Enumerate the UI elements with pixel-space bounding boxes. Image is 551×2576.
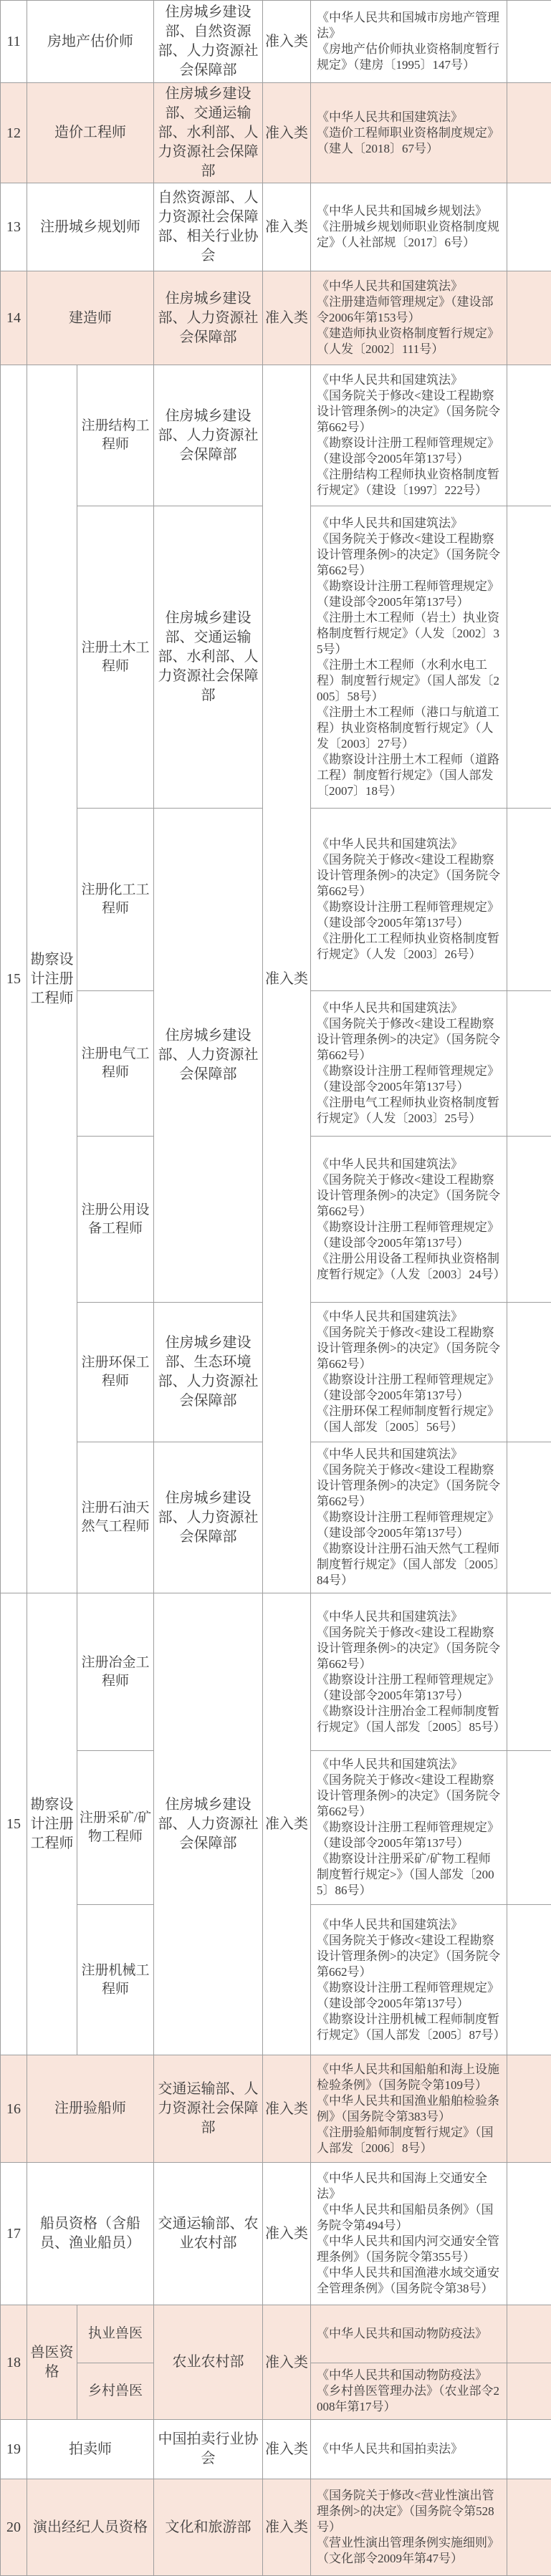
sub-qualification-name: 注册公用设备工程师 xyxy=(77,1137,154,1303)
legal-basis-item: 《注册电气工程师执业资格制度暂行规定》（人发〔2003〕25号） xyxy=(317,1095,501,1127)
legal-basis-item: 《勘察设计注册冶金工程师制度暂行规定》（国人部发〔2005〕85号） xyxy=(317,1704,501,1735)
legal-basis-item: 《房地产估价师执业资格制度暂行规定》（建房〔1995〕147号） xyxy=(317,42,501,73)
spacer-cell xyxy=(507,365,551,506)
legal-basis-item: 《国务院关于修改<建设工程勘察设计管理条例>的决定》（国务院令第662号） xyxy=(317,1325,501,1372)
legal-basis-item: 《勘察设计注册工程师管理规定》（建设部令2005年第137号） xyxy=(317,1220,501,1251)
qualification-name: 注册验船师 xyxy=(27,2055,154,2163)
issuing-department: 住房城乡建设部、交通运输部、水利部、人力资源社会保障部 xyxy=(154,506,263,809)
legal-basis-item: 《国务院关于修改<建设工程勘察设计管理条例>的决定》（国务院令第662号） xyxy=(317,1172,501,1220)
category-cell: 准入类 xyxy=(263,271,311,365)
legal-basis-item: 《中华人民共和国动物防疫法》 xyxy=(317,2368,501,2383)
spacer-cell xyxy=(507,506,551,809)
legal-basis-item: 《注册土木工程师（水利水电工程）制度暂行规定》（国人部发〔2005〕58号） xyxy=(317,657,501,705)
legal-basis-item: 《注册化工工程师执业资格制度暂行规定》（人发〔2003〕26号） xyxy=(317,931,501,963)
sub-qualification-name: 注册采矿/矿物工程师 xyxy=(77,1751,154,1905)
legal-basis-item: 《中华人民共和国船舶和海上设施检验条例》（国务院令第109号） xyxy=(317,2062,501,2093)
row-number: 13 xyxy=(1,183,27,271)
legal-basis-item: 《勘察设计注册工程师管理规定》（建设部令2005年第137号） xyxy=(317,1672,501,1704)
category-cell: 准入类 xyxy=(263,2055,311,2163)
sub-qualification-name: 执业兽医 xyxy=(77,2305,154,2363)
legal-basis-item: 《注册公用设备工程师执业资格制度暂行规定》（人发〔2003〕24号） xyxy=(317,1251,501,1283)
legal-basis-item: 《中华人民共和国拍卖法》 xyxy=(317,2441,501,2457)
legal-basis-item: 《勘察设计注册工程师管理规定》（建设部令2005年第137号） xyxy=(317,899,501,931)
qualification-name: 注册城乡规划师 xyxy=(27,183,154,271)
legal-basis-item: 《注册验船师制度暂行规定》（国人部发〔2006〕8号） xyxy=(317,2125,501,2156)
legal-basis-item: 《勘察设计注册工程师管理规定》（建设部令2005年第137号） xyxy=(317,1980,501,2012)
legal-basis xyxy=(311,2363,507,2420)
legal-basis xyxy=(311,271,507,365)
issuing-department: 农业农村部 xyxy=(154,2305,263,2420)
legal-basis-item: 《注册城乡规划师职业资格制度规定》（人社部规〔2017〕6号） xyxy=(317,219,501,251)
spacer-cell xyxy=(507,2479,551,2576)
legal-basis xyxy=(311,2055,507,2163)
category-cell: 准入类 xyxy=(263,2420,311,2479)
legal-basis-item: 《勘察设计注册采矿/矿物工程师制度暂行规定>》（国人部发〔2005〕86号） xyxy=(317,1851,501,1899)
row-number: 16 xyxy=(1,2055,27,2163)
category-cell: 准入类 xyxy=(263,83,311,183)
table-row xyxy=(1,2305,551,2363)
qualification-name: 造价工程师 xyxy=(27,83,154,183)
table-row xyxy=(1,2479,551,2576)
table-row xyxy=(1,183,551,271)
legal-basis-item: 《国务院关于修改<建设工程勘察设计管理条例>的决定》（国务院令第662号） xyxy=(317,1625,501,1672)
legal-basis-item: 《勘察设计注册机械工程师制度暂行规定》（国人部发〔2005〕87号） xyxy=(317,2012,501,2043)
legal-basis-item: 《中华人民共和国城市房地产管理法》 xyxy=(317,10,501,42)
legal-basis-item: 《中华人民共和国城乡规划法》 xyxy=(317,203,501,219)
legal-basis-item: 《勘察设计注册工程师管理规定》（建设部令2005年第137号） xyxy=(317,435,501,467)
table-row xyxy=(1,2420,551,2479)
qualification-name: 演出经纪人员资格 xyxy=(27,2479,154,2576)
legal-basis-item: 《勘察设计注册工程师管理规定》（建设部令2005年第137号） xyxy=(317,579,501,610)
sub-qualification-name: 注册环保工程师 xyxy=(77,1303,154,1442)
legal-basis xyxy=(311,506,507,809)
issuing-department: 住房城乡建设部、人力资源社会保障部 xyxy=(154,809,263,1303)
legal-basis xyxy=(311,2305,507,2363)
spacer-cell xyxy=(507,2363,551,2420)
legal-basis xyxy=(311,991,507,1137)
legal-basis-item: 《国务院关于修改<建设工程勘察设计管理条例>的决定》（国务院令第662号） xyxy=(317,852,501,899)
legal-basis xyxy=(311,183,507,271)
sub-qualification-name: 注册石油天然气工程师 xyxy=(77,1442,154,1593)
legal-basis-item: 《中华人民共和国建筑法》 xyxy=(317,1309,501,1325)
legal-basis xyxy=(311,1905,507,2055)
row-number: 15 xyxy=(1,1593,27,2055)
legal-basis-item: 《注册结构工程师执业资格制度暂行规定》（建设〔1997〕222号） xyxy=(317,467,501,498)
row-number: 14 xyxy=(1,271,27,365)
legal-basis-item: 《中华人民共和国建筑法》 xyxy=(317,279,501,294)
category-cell: 准入类 xyxy=(263,365,311,1593)
spacer-cell xyxy=(507,1751,551,1905)
table-row xyxy=(1,271,551,365)
legal-basis-item: 《造价工程师职业资格制度规定》（建人〔2018〕67号） xyxy=(317,125,501,157)
legal-basis-item: 《国务院关于修改<建设工程勘察设计管理条例>的决定》（国务院令第662号） xyxy=(317,531,501,579)
legal-basis-item: 《国务院关于修改<建设工程勘察设计管理条例>的决定》（国务院令第662号） xyxy=(317,1772,501,1820)
row-number: 11 xyxy=(1,1,27,83)
legal-basis xyxy=(311,1,507,83)
sub-qualification-name: 乡村兽医 xyxy=(77,2363,154,2420)
legal-basis-item: 《中华人民共和国渔港水域交通安全管理条例》（国务院令第38号） xyxy=(317,2265,501,2297)
table-row xyxy=(1,1,551,83)
legal-basis xyxy=(311,2163,507,2305)
spacer-cell xyxy=(507,1137,551,1303)
legal-basis-item: 《国务院关于修改<建设工程勘察设计管理条例>的决定》（国务院令第662号） xyxy=(317,388,501,435)
spacer-cell xyxy=(507,2420,551,2479)
legal-basis-item: 《勘察设计注册土木工程师（道路工程）制度暂行规定》（国人部发〔2007〕18号） xyxy=(317,752,501,799)
legal-basis-item: 《国务院关于修改<建设工程勘察设计管理条例>的决定》（国务院令第662号） xyxy=(317,1016,501,1063)
spacer-cell xyxy=(507,1,551,83)
spacer-cell xyxy=(507,1593,551,1751)
legal-basis-item: 《中华人民共和国建筑法》 xyxy=(317,516,501,531)
issuing-department: 交通运输部、农业农村部 xyxy=(154,2163,263,2305)
spacer-cell xyxy=(507,1442,551,1593)
legal-basis-item: 《营业性演出管理条例实施细则》（文化部令2009年第47号） xyxy=(317,2535,501,2567)
legal-basis-item: 《中华人民共和国建筑法》 xyxy=(317,1157,501,1172)
table-row xyxy=(1,365,551,506)
row-number: 12 xyxy=(1,83,27,183)
spacer-cell xyxy=(507,1303,551,1442)
issuing-department: 住房城乡建设部、人力资源社会保障部 xyxy=(154,271,263,365)
legal-basis-item: 《中华人民共和国建筑法》 xyxy=(317,1447,501,1462)
qualification-group: 勘察设计注册工程师 xyxy=(27,1593,77,2055)
legal-basis-item: 《建造师执业资格制度暂行规定》（人发〔2002〕111号） xyxy=(317,326,501,357)
spacer-cell xyxy=(507,83,551,183)
legal-basis-item: 《勘察设计注册工程师管理规定》（建设部令2005年第137号） xyxy=(317,1372,501,1404)
legal-basis-item: 《中华人民共和国渔业船舶检验条例》（国务院令第383号） xyxy=(317,2093,501,2125)
row-number: 15 xyxy=(1,365,27,1593)
legal-basis-item: 《勘察设计注册石油天然气工程师制度暂行规定》（国人部发〔2005〕84号） xyxy=(317,1541,501,1588)
legal-basis-item: 《国务院关于修改<营业性演出管理条例>的决定》（国务院令第528号） xyxy=(317,2488,501,2535)
legal-basis xyxy=(311,83,507,183)
qualification-name: 拍卖师 xyxy=(27,2420,154,2479)
legal-basis-item: 《乡村兽医管理办法》（农业部令2008年第17号） xyxy=(317,2383,501,2415)
legal-basis-item: 《中华人民共和国建筑法》 xyxy=(317,1917,501,1933)
spacer-cell xyxy=(507,183,551,271)
category-cell: 准入类 xyxy=(263,2479,311,2576)
qualification-name: 房地产估价师 xyxy=(27,1,154,83)
qualification-name: 船员资格（含船员、渔业船员） xyxy=(27,2163,154,2305)
legal-basis-item: 《中华人民共和国海上交通安全法》 xyxy=(317,2171,501,2202)
legal-basis-item: 《中华人民共和国建筑法》 xyxy=(317,1757,501,1772)
spacer-cell xyxy=(507,2163,551,2305)
row-number: 20 xyxy=(1,2479,27,2576)
qualification-group: 勘察设计注册工程师 xyxy=(27,365,77,1593)
spacer-cell xyxy=(507,271,551,365)
issuing-department: 住房城乡建设部、交通运输部、水利部、人力资源社会保障部 xyxy=(154,83,263,183)
legal-basis xyxy=(311,809,507,991)
legal-basis-item: 《中华人民共和国动物防疫法》 xyxy=(317,2326,501,2342)
issuing-department: 住房城乡建设部、生态环境部、人力资源社会保障部 xyxy=(154,1303,263,1442)
spacer-cell xyxy=(507,2305,551,2363)
legal-basis-item: 《中华人民共和国内河交通安全管理条例》（国务院令第355号） xyxy=(317,2234,501,2265)
sub-qualification-name: 注册电气工程师 xyxy=(77,991,154,1137)
spacer-cell xyxy=(507,809,551,991)
sub-qualification-name: 注册化工工程师 xyxy=(77,809,154,991)
table-row xyxy=(1,2163,551,2305)
legal-basis-item: 《中华人民共和国建筑法》 xyxy=(317,110,501,125)
legal-basis-item: 《中华人民共和国船员条例》（国务院令第494号） xyxy=(317,2202,501,2234)
legal-basis-item: 《注册土木工程师（港口与航道工程）执业资格制度暂行规定》（人发〔2003〕27号） xyxy=(317,705,501,752)
legal-basis xyxy=(311,1751,507,1905)
table-row xyxy=(1,83,551,183)
category-cell: 准入类 xyxy=(263,1,311,83)
legal-basis-item: 《中华人民共和国建筑法》 xyxy=(317,1609,501,1625)
legal-basis-item: 《勘察设计注册工程师管理规定》（建设部令2005年第137号） xyxy=(317,1510,501,1541)
legal-basis xyxy=(311,1137,507,1303)
qualification-name: 建造师 xyxy=(27,271,154,365)
issuing-department: 交通运输部、人力资源社会保障部 xyxy=(154,2055,263,2163)
category-cell: 准入类 xyxy=(263,2163,311,2305)
legal-basis-item: 《国务院关于修改<建设工程勘察设计管理条例>的决定》（国务院令第662号） xyxy=(317,1933,501,1980)
issuing-department: 文化和旅游部 xyxy=(154,2479,263,2576)
category-cell: 准入类 xyxy=(263,2305,311,2420)
legal-basis xyxy=(311,1593,507,1751)
legal-basis-item: 《注册建造师管理规定》（建设部令2006年第153号） xyxy=(317,294,501,326)
legal-basis xyxy=(311,1303,507,1442)
issuing-department: 住房城乡建设部、自然资源部、人力资源社会保障部 xyxy=(154,1,263,83)
legal-basis-item: 《国务院关于修改<建设工程勘察设计管理条例>的决定》（国务院令第662号） xyxy=(317,1462,501,1510)
sub-qualification-name: 注册机械工程师 xyxy=(77,1905,154,2055)
category-cell: 准入类 xyxy=(263,1593,311,2055)
legal-basis-item: 《勘察设计注册工程师管理规定》（建设部令2005年第137号） xyxy=(317,1063,501,1095)
legal-basis-item: 《中华人民共和国建筑法》 xyxy=(317,836,501,852)
legal-basis-item: 《中华人民共和国建筑法》 xyxy=(317,372,501,388)
legal-basis xyxy=(311,1442,507,1593)
sub-qualification-name: 注册冶金工程师 xyxy=(77,1593,154,1751)
issuing-department: 自然资源部、人力资源社会保障部、相关行业协会 xyxy=(154,183,263,271)
legal-basis-item: 《勘察设计注册工程师管理规定》（建设部令2005年第137号） xyxy=(317,1820,501,1851)
legal-basis xyxy=(311,365,507,506)
spacer-cell xyxy=(507,1905,551,2055)
issuing-department: 住房城乡建设部、人力资源社会保障部 xyxy=(154,1442,263,1593)
legal-basis-item: 《注册土木工程师（岩土）执业资格制度暂行规定》（人发〔2002〕35号） xyxy=(317,610,501,657)
category-cell: 准入类 xyxy=(263,183,311,271)
issuing-department: 住房城乡建设部、人力资源社会保障部 xyxy=(154,1593,263,2055)
legal-basis xyxy=(311,2479,507,2576)
issuing-department: 中国拍卖行业协会 xyxy=(154,2420,263,2479)
table-row xyxy=(1,1593,551,1751)
row-number: 19 xyxy=(1,2420,27,2479)
qualification-group: 兽医资格 xyxy=(27,2305,77,2420)
legal-basis xyxy=(311,2420,507,2479)
table-row xyxy=(1,2055,551,2163)
issuing-department: 住房城乡建设部、人力资源社会保障部 xyxy=(154,365,263,506)
sub-qualification-name: 注册土木工程师 xyxy=(77,506,154,809)
legal-basis-item: 《注册环保工程师制度暂行规定》（国人部发〔2005〕56号） xyxy=(317,1404,501,1435)
sub-qualification-name: 注册结构工程师 xyxy=(77,365,154,506)
spacer-cell xyxy=(507,2055,551,2163)
row-number: 18 xyxy=(1,2305,27,2420)
legal-basis-item: 《中华人民共和国建筑法》 xyxy=(317,1000,501,1016)
row-number: 17 xyxy=(1,2163,27,2305)
spacer-cell xyxy=(507,991,551,1137)
